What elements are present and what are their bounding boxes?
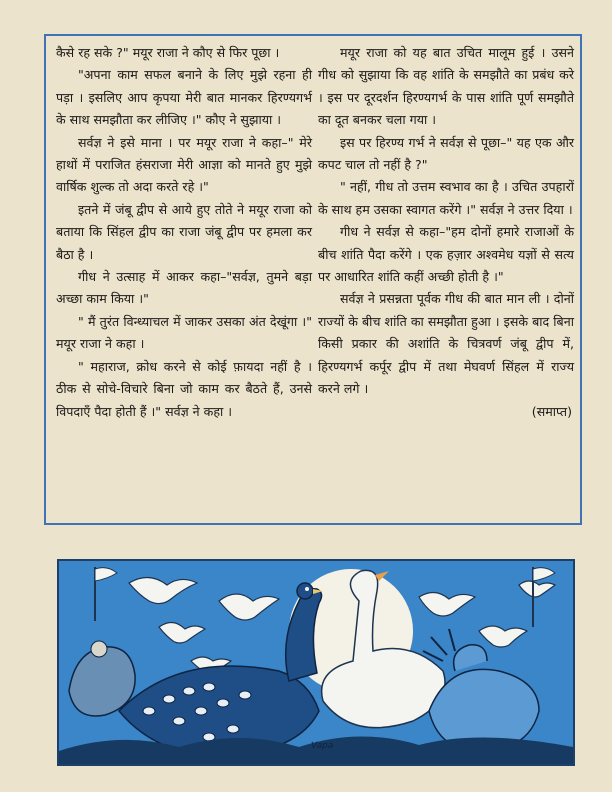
paragraph: सर्वज्ञ ने इसे माना । पर मयूर राजा ने कहा–" मेरे हाथों में पराजित हंसराजा मेरी आज्ञा को मानते हुए मुझे वार्षिक शुल्क तो अदा करते रहे ।" — [56, 134, 312, 195]
paragraph: इतने में जंबू द्वीप से आये हुए तोते ने मयूर राजा को बताया कि सिंहल द्वीप का राजा जंबू द्वीप पर हमला कर बैठा है । — [56, 201, 312, 262]
dove-shape — [129, 577, 197, 603]
left-text-column — [56, 42, 312, 423]
dove-shape — [479, 626, 527, 647]
paragraph: " नहीं, गीध तो उत्तम स्वभाव का है । उचित उपहारों के साथ हम उसका स्वागत करेंगे ।" सर्वज्ञ ने उत्तर दिया । — [318, 179, 574, 217]
story-text-frame — [44, 34, 582, 525]
vulture-figure — [69, 641, 135, 716]
paragraph: गीध ने उत्साह में आकर कहा–"सर्वज्ञ, तुमने बड़ा अच्छा काम किया ।" — [56, 269, 312, 307]
dove-shape — [219, 594, 279, 620]
dove-shape — [419, 592, 475, 616]
paragraph: " महाराज, क्रोध करने से कोई फ़ायदा नहीं है । ठीक से सोचे-विचारे बिना जो काम कर बैठते हैं, उनसे विपदाएँ पैदा होती हैं ।" सर्वज्ञ ने कहा । — [56, 358, 312, 419]
paragraph: गीध ने सर्वज्ञ से कहा–"हम दोनों हमारे राजाओं के बीच शांति पैदा करेंगे । एक हज़ार अश्वमेध यज्ञों से सत्य पर आधारित शांति कहीं अच्छी होती है ।" — [318, 224, 574, 285]
birds-illustration — [57, 559, 575, 766]
paragraph: कैसे रह सके ?" मयूर राजा ने कौए से फिर पूछा । — [56, 45, 280, 60]
dove-shape — [519, 581, 555, 597]
right-text-column — [318, 42, 574, 423]
paragraph: "अपना काम सफल बनाने के लिए मुझे रहना ही पड़ा । इसलिए आप कृपया मेरी बात मानकर हिरण्यगर्भ के साथ समझौता कर लीजिए ।" कौए ने सुझाया । — [56, 67, 312, 128]
artist-signature: Vapa — [311, 741, 334, 751]
peacock-figure — [119, 583, 323, 755]
end-mark: (समाप्त) — [531, 403, 572, 419]
crested-bird-figure — [423, 629, 539, 751]
paragraph: मयूर राजा को यह बात उचित मालूम हुई । उसने गीध को सुझाया कि वह शांति के समझौते का प्रबंध करे । इस पर दूरदर्शन हिरण्यगर्भ के पास शांति पूर्ण समझौते का दूत बनकर चला गया । — [318, 45, 574, 128]
paragraph: सर्वज्ञ ने प्रसन्नता पूर्वक गीध की बात मान ली । दोनों राज्यों के बीच शांति का समझौता हुआ । इसके बाद बिना किसी प्रकार की अशांति के चित्रवर्ण जंबू द्वीप में, हिरण्यगर्भ कर्पूर द्वीप में तथा मेघवर्ण सिंहल में राज्य करने लगे । — [318, 291, 574, 397]
paragraph: " मैं तुरंत विन्ध्याचल में जाकर उसका अंत देखूंगा ।" मयूर राजा ने कहा । — [56, 313, 312, 352]
dove-shape — [159, 622, 205, 643]
illustration-artwork — [59, 561, 573, 764]
left-flag — [95, 567, 117, 621]
paragraph: इस पर हिरण्य गर्भ ने सर्वज्ञ से पूछा–" यह एक और कपट चाल तो नहीं है ?" — [318, 134, 574, 173]
